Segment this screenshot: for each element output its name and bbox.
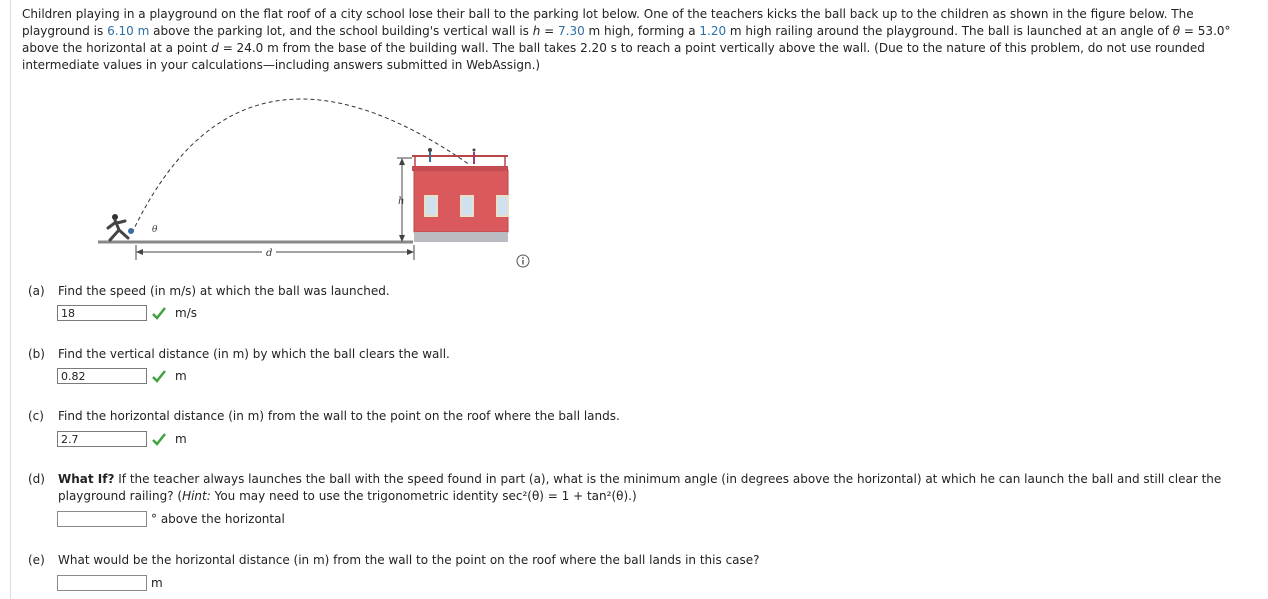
intro-text-5: m high railing around the playground. The ball is launched at an angle of (726, 24, 1173, 38)
part-d-text-2b: You may need to use the trigonometric identity sec²(θ) = 1 + tan²(θ).) (210, 489, 637, 503)
intro-text-3: = (540, 24, 559, 38)
part-d-text-1: If the teacher always launches the ball with the speed found in part (a), what is the minimum angle (in degrees above the horizontal) at which he can launch the ball and still clear the (114, 472, 1222, 486)
part-c-unit: m (175, 432, 187, 446)
railing (412, 155, 508, 157)
part-a-unit: m/s (175, 306, 197, 320)
part-d-what-if: What If? (58, 472, 115, 486)
correct-check-icon (151, 432, 167, 446)
part-e-text: What would be the horizontal distance (in m) from the wall to the point on the roof where the ball lands in this case? (58, 553, 760, 567)
d-variable: d (211, 41, 219, 55)
h-label: h (398, 196, 405, 207)
part-c-answer-input[interactable] (57, 431, 147, 447)
part-c-answer-row (57, 430, 187, 448)
theta-label: θ (152, 225, 158, 235)
info-icon[interactable] (516, 254, 530, 268)
roof-height-value: 6.10 m (107, 24, 150, 38)
intro-text-7: above the horizontal at a point (22, 41, 212, 55)
part-c-question (28, 408, 1228, 425)
part-d-hint: Hint: (182, 489, 211, 503)
intro-text-1: Children playing in a playground on the flat roof of a city school lose their ball to the parking lot below. One of the teachers kicks the ball back up to the children as shown in the figure below. The playground is (22, 7, 1194, 38)
d-label: d (266, 248, 273, 259)
part-c-letter: (c) (28, 409, 44, 423)
building-roof (412, 166, 508, 171)
part-d-text-2a: playground railing? ( (58, 489, 183, 503)
angle-value: 53.0° (1197, 24, 1231, 38)
part-b-question (28, 346, 1228, 363)
part-a-answer-input[interactable] (57, 305, 147, 321)
part-d-answer-input[interactable] (57, 511, 147, 527)
part-a-letter: (a) (28, 284, 45, 298)
part-c-text: Find the horizontal distance (in m) from the wall to the point on the roof where the ball lands. (58, 409, 620, 423)
window (461, 196, 473, 216)
teacher-figure (108, 214, 134, 240)
part-d-question (28, 471, 1228, 505)
intro-text-4: m high, forming a (584, 24, 700, 38)
part-a-text: Find the speed (in m/s) at which the ball was launched. (58, 284, 390, 298)
part-e-unit: m (151, 576, 163, 590)
child-figure (473, 149, 476, 152)
problem-figure (95, 88, 535, 278)
theta-variable: θ (1172, 24, 1181, 38)
problem-statement (22, 6, 1262, 74)
railing-height-value: 1.20 (699, 24, 727, 38)
part-b-unit: m (175, 369, 187, 383)
part-b-answer-row (57, 367, 187, 385)
part-e-letter: (e) (28, 553, 45, 567)
intro-text-6: = (1180, 24, 1198, 38)
part-a-question (28, 283, 1228, 300)
child-figure (428, 148, 432, 152)
part-b-text: Find the vertical distance (in m) by which the ball clears the wall. (58, 347, 450, 361)
part-e-answer-row (57, 574, 163, 592)
wall-height-value: 7.30 (558, 24, 585, 38)
correct-check-icon (151, 306, 167, 320)
window (497, 196, 508, 216)
part-d-answer-row (57, 510, 285, 528)
correct-check-icon (151, 369, 167, 383)
part-d-letter: (d) (28, 472, 45, 486)
part-b-letter: (b) (28, 347, 45, 361)
intro-text-2: above the parking lot, and the school building's vertical wall is (149, 24, 533, 38)
part-e-answer-input[interactable] (57, 575, 147, 591)
part-b-answer-input[interactable] (57, 368, 147, 384)
part-e-question (28, 552, 1228, 569)
building-base (414, 232, 508, 242)
h-variable: h (532, 24, 541, 38)
part-d-unit: ° above the horizontal (151, 512, 285, 526)
window (425, 196, 437, 216)
part-a-answer-row (57, 304, 197, 322)
intro-text-8: = 24.0 m from the base of the building wall. The ball takes 2.20 s to reach a point vertically above the wall. (Due to the nature of this problem, do not use rounded intermediate values in your calculations—including answers submitted in WebAssign.) (22, 41, 1205, 72)
